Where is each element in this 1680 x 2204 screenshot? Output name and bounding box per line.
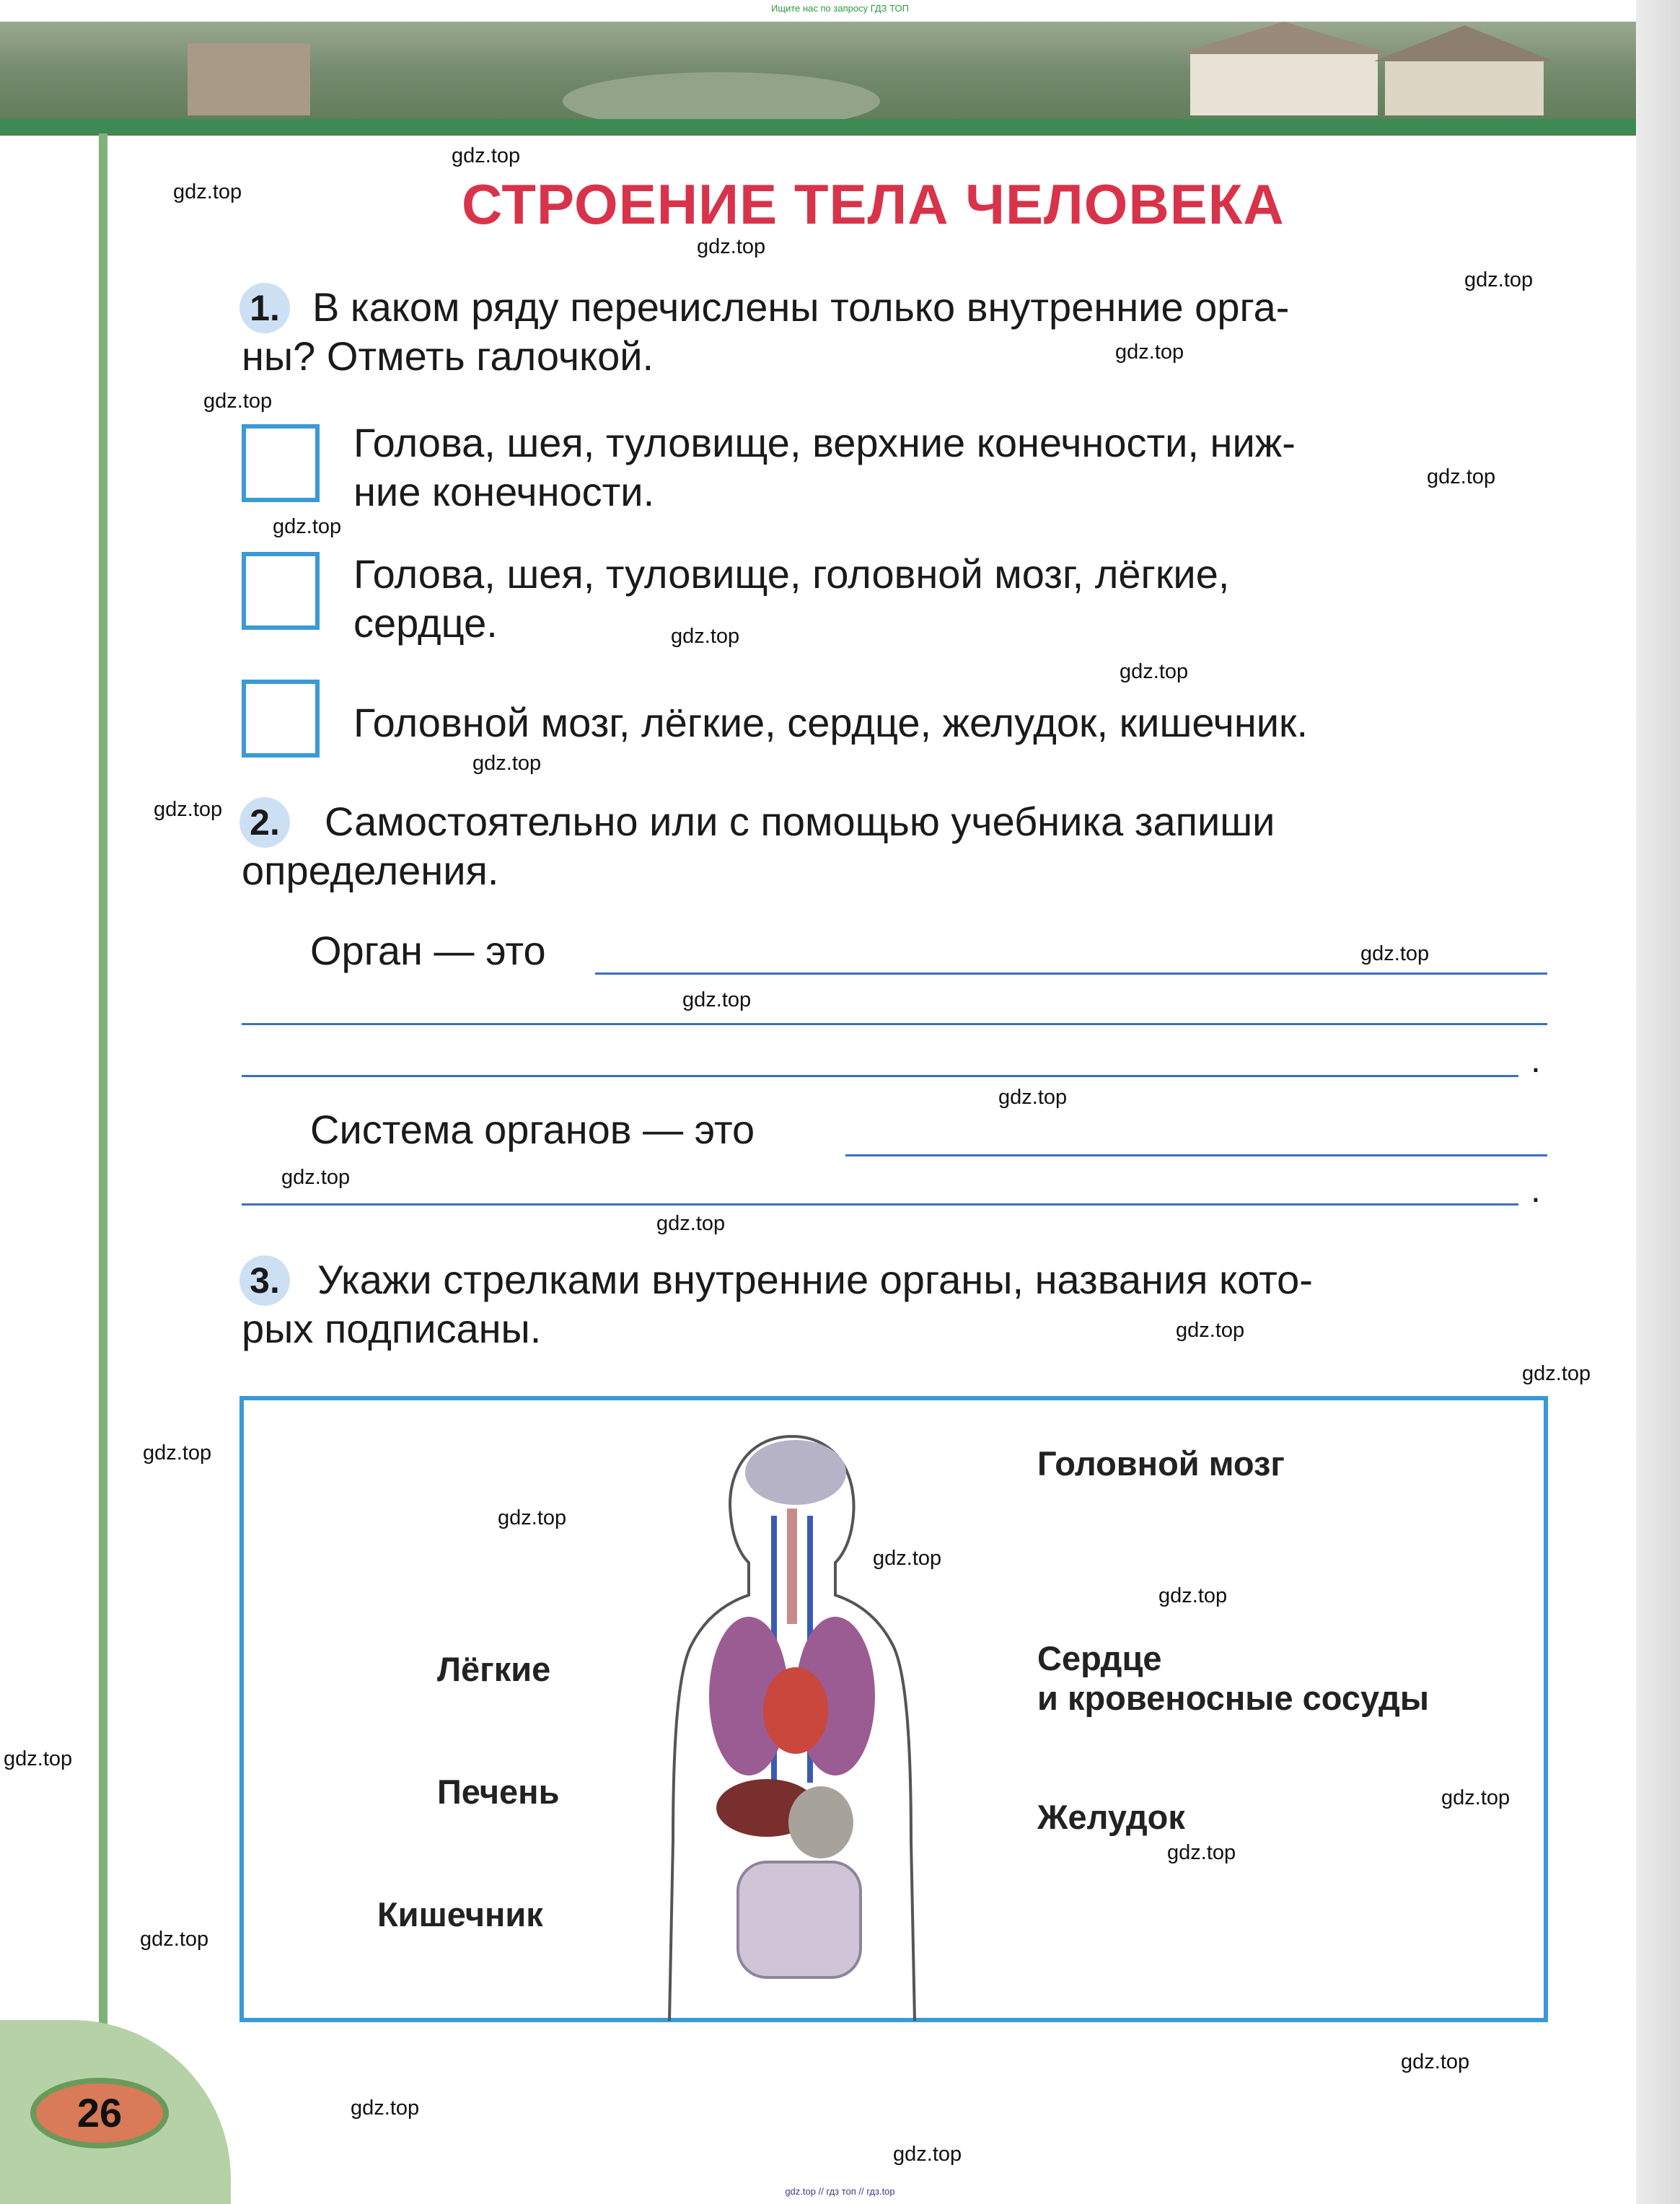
watermark: gdz.top	[1120, 660, 1189, 683]
watermark: gdz.top	[4, 1747, 73, 1770]
option-1-line2: ние конечности.	[353, 469, 655, 514]
task-number-2: 2.	[239, 797, 290, 848]
task3-text-line1: Укажи стрелками внутренние органы, названия кото-	[317, 1257, 1313, 1302]
brain-shape	[745, 1440, 846, 1505]
organ-period: .	[1531, 1040, 1541, 1080]
task-number-1: 1.	[239, 283, 290, 333]
watermark: gdz.top	[1115, 341, 1184, 364]
label-stomach: Желудок	[1037, 1798, 1185, 1836]
watermark: gdz.top	[472, 752, 542, 775]
option-1-line1: Голова, шея, туловище, верхние конечности, ниж-	[353, 420, 1296, 465]
label-heart-line2: и кровеносные сосуды	[1037, 1679, 1429, 1717]
house-shape	[1190, 51, 1378, 115]
page-edge	[1636, 0, 1680, 2204]
watermark: gdz.top	[351, 2097, 420, 2120]
system-answer-line-1[interactable]	[845, 1154, 1547, 1156]
organ-definition-prompt: Орган — это	[310, 928, 546, 973]
task3-text-line2: рых подписаны.	[242, 1306, 542, 1351]
task-number-3: 3.	[239, 1255, 290, 1306]
barn-shape	[1385, 58, 1544, 115]
watermark: gdz.top	[452, 144, 521, 167]
watermark: gdz.top	[998, 1086, 1068, 1109]
task1-text-line2: ны? Отметь галочкой.	[242, 333, 654, 379]
watermark: gdz.top	[1427, 465, 1496, 488]
label-brain: Головной мозг	[1037, 1444, 1285, 1483]
system-period: .	[1531, 1169, 1541, 1210]
watermark: gdz.top	[143, 1441, 212, 1465]
watermark: gdz.top	[893, 2143, 962, 2166]
watermark: gdz.top	[173, 180, 242, 203]
option-2-line1: Голова, шея, туловище, головной мозг, лёгкие,	[353, 551, 1230, 597]
watermark: gdz.top	[1522, 1362, 1591, 1385]
watermark: gdz.top	[498, 1506, 567, 1529]
label-lungs: Лёгкие	[437, 1650, 551, 1688]
watermark: gdz.top	[1158, 1584, 1228, 1607]
watermark: gdz.top	[154, 798, 223, 821]
watermark: gdz.top	[1360, 942, 1430, 965]
header-note: Ищите нас по запросу ГДЗ ТОП	[771, 3, 909, 14]
watermark: gdz.top	[1401, 2050, 1470, 2073]
watermark: gdz.top	[656, 1212, 726, 1235]
watermark: gdz.top	[273, 515, 342, 538]
organ-answer-line-2[interactable]	[242, 1023, 1547, 1025]
barn-roof-shape	[1374, 25, 1554, 61]
task2-text-line2: определения.	[242, 848, 499, 893]
watermark: gdz.top	[1441, 1786, 1510, 1809]
watermark: gdz.top	[140, 1928, 209, 1951]
task2-text-line1: Самостоятельно или с помощью учебника запиши	[325, 799, 1275, 844]
intestine-shape	[738, 1862, 861, 1977]
task1-text-line1: В каком ряду перечислены только внутренние орга-	[312, 284, 1290, 330]
watermark: gdz.top	[873, 1547, 942, 1570]
anatomy-figure-box	[239, 1396, 1548, 2022]
watermark: gdz.top	[203, 390, 273, 413]
banner-strip	[0, 119, 1680, 133]
margin-line	[99, 133, 107, 2096]
watermark: gdz.top	[1167, 1841, 1236, 1864]
hut-shape	[188, 43, 310, 115]
option-2-line2: сердце.	[353, 600, 498, 646]
option-3-checkbox[interactable]	[242, 680, 320, 758]
stomach-shape	[788, 1786, 853, 1858]
label-liver: Печень	[437, 1773, 560, 1811]
watermark: gdz.top	[682, 988, 752, 1011]
label-intestine: Кишечник	[377, 1895, 543, 1933]
system-answer-line-2[interactable]	[242, 1203, 1518, 1206]
heart-shape	[763, 1667, 828, 1754]
watermark: gdz.top	[697, 235, 766, 258]
organ-answer-line-3[interactable]	[242, 1075, 1518, 1077]
page-number: 26	[30, 2078, 169, 2148]
option-2-checkbox[interactable]	[242, 552, 320, 630]
label-heart-line1: Сердце	[1037, 1639, 1162, 1677]
page-title: СТРОЕНИЕ ТЕЛА ЧЕЛОВЕКА	[462, 172, 1285, 236]
option-3-line1: Головной мозг, лёгкие, сердце, желудок, кишечник.	[353, 700, 1309, 745]
option-1-checkbox[interactable]	[242, 424, 320, 502]
watermark: gdz.top	[281, 1166, 351, 1189]
watermark: gdz.top	[1176, 1319, 1245, 1342]
organ-answer-line-1[interactable]	[595, 973, 1547, 975]
footer-note: gdz.top // гдз топ // гдз.top	[785, 2186, 895, 2197]
human-body-diagram	[641, 1408, 944, 2021]
watermark: gdz.top	[671, 625, 740, 648]
system-definition-prompt: Система органов — это	[310, 1107, 755, 1152]
roof-shape	[1176, 22, 1392, 54]
watermark: gdz.top	[1464, 268, 1534, 291]
